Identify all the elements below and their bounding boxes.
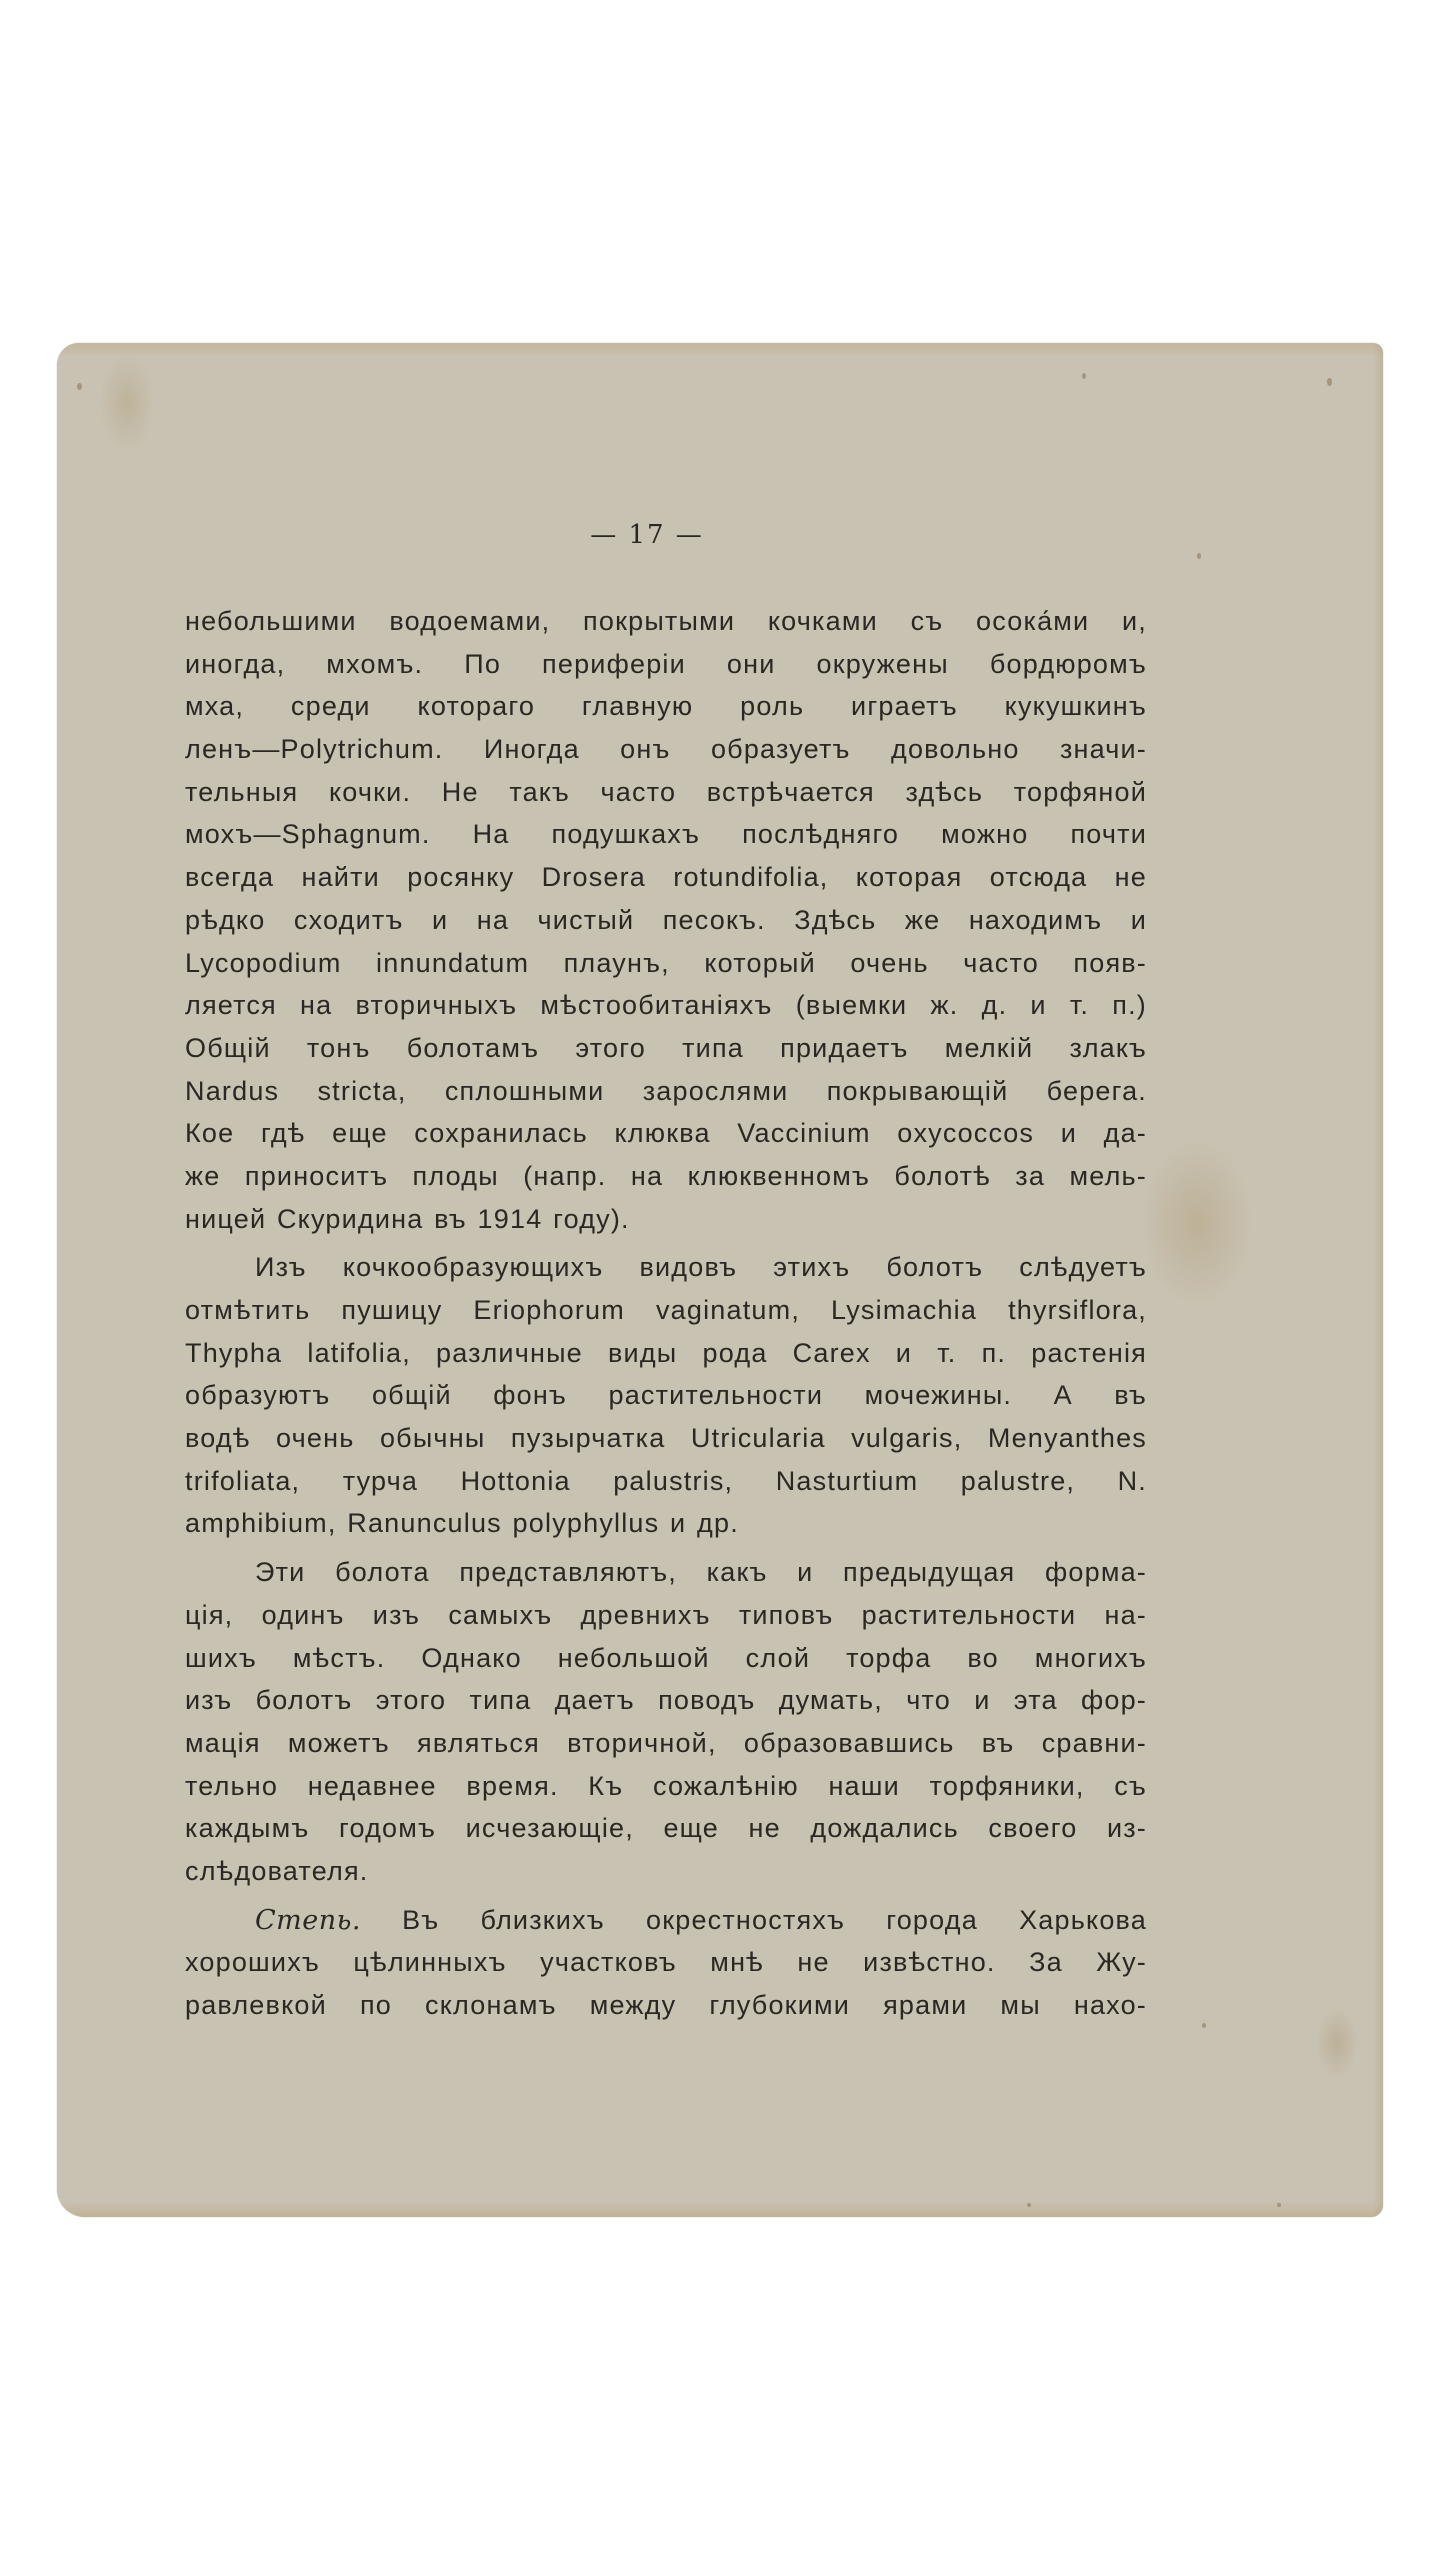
text-line: рѣдко сходитъ и на чистый песокъ. Здѣсь же находимъ и xyxy=(185,904,1147,935)
text-line: иногда, мхомъ. По периферіи они окружены бордюромъ xyxy=(185,648,1147,679)
text-line: Nardus stricta, сплошными зарослями покрывающій берега. xyxy=(185,1075,1147,1106)
text-line: шихъ мѣстъ. Однако небольшой слой торфа во многихъ xyxy=(185,1642,1147,1673)
text-line: trifoliata, турча Hottonia palustris, Nasturtium palustre, N. xyxy=(185,1465,1147,1496)
foxing-spot xyxy=(1197,553,1201,559)
foxing-spot xyxy=(1327,378,1332,386)
text-line: Общій тонъ болотамъ этого типа придаетъ мелкій злакъ xyxy=(185,1032,1147,1063)
text-line: слѣдователя. xyxy=(185,1855,369,1886)
text-line: всегда найти росянку Drosera rotundifolia, которая отсюда не xyxy=(185,862,1147,893)
text-line xyxy=(185,1899,1147,1942)
text-line: же приноситъ плоды (напр. на клюквенномъ болотѣ за мель- xyxy=(185,1160,1147,1191)
text-line: образуютъ общій фонъ растительности мочежины. А въ xyxy=(185,1380,1147,1411)
text-line: равлевкой по склонамъ между глубокими ярами мы нахо- xyxy=(185,1990,1147,2020)
paragraph-2 xyxy=(185,1246,1147,1545)
foxing-spot xyxy=(1277,2203,1281,2207)
text-line: отмѣтить пушицу Eriophorum vaginatum, Lysimachia thyrsiflora, xyxy=(185,1295,1147,1325)
text-line: хорошихъ цѣлинныхъ участковъ мнѣ не извѣстно. За Жу- xyxy=(185,1947,1147,1978)
paragraph-3 xyxy=(185,1551,1147,1893)
text-line: мха, среди котораго главную роль играетъ кукушкинъ xyxy=(185,691,1147,722)
text-line: ницей Скуридина въ 1914 году). xyxy=(185,1203,630,1234)
text-line: ляется на вторичныхъ мѣстообитаніяхъ (выемки ж. д. и т. п.) xyxy=(185,990,1147,1021)
text-line: ленъ—Polytrichum. Иногда онъ образуетъ довольно значи- xyxy=(185,734,1147,765)
text-line: мація можетъ являться вторичной, образовавшись въ сравни- xyxy=(185,1727,1147,1758)
text-line: ція, одинъ изъ самыхъ древнихъ типовъ растительности на- xyxy=(185,1599,1147,1630)
text-line: изъ болотъ этого типа даетъ поводъ думать, что и эта фор- xyxy=(185,1685,1147,1716)
section-lead-italic: Степь. xyxy=(255,1904,361,1936)
text-line: Thypha latifolia, различные виды рода Carex и т. п. растенія xyxy=(185,1337,1147,1368)
text-line: Кое гдѣ еще сохранилась клюква Vaccinium oxycoccos и да- xyxy=(185,1118,1147,1149)
text-line: мохъ—Sphagnum. На подушкахъ послѣдняго можно почти xyxy=(185,819,1147,850)
book-page xyxy=(57,343,1383,2217)
text-line: Эти болота представляютъ, какъ и предыдущая форма- xyxy=(255,1557,1147,1588)
text-line: каждымъ годомъ исчезающіе, еще не дождались своего из- xyxy=(185,1813,1147,1844)
text-line: Изъ кочкообразующихъ видовъ этихъ болотъ слѣдуетъ xyxy=(255,1252,1147,1283)
foxing-spot xyxy=(77,383,82,390)
paragraph-1 xyxy=(185,600,1147,1240)
text-line: водѣ очень обычны пузырчатка Utricularia vulgaris, Menyanthes xyxy=(185,1423,1147,1454)
text-line: Lycopodium innundatum плаунъ, который очень часто появ- xyxy=(185,947,1147,978)
text-line: тельно недавнее время. Къ сожалѣнію наши торфяники, съ xyxy=(185,1770,1147,1801)
text-line: amphibium, Ranunculus polyphyllus и др. xyxy=(185,1508,739,1539)
paragraph-4-steppe xyxy=(185,1899,1147,2027)
foxing-spot xyxy=(1202,2023,1206,2028)
foxing-spot xyxy=(1027,2203,1031,2207)
text-line-rest: Въ близкихъ окрестностяхъ города Харькова xyxy=(360,1904,1147,1935)
body-text xyxy=(185,600,1147,2033)
foxing-spot xyxy=(1082,373,1086,379)
text-line: тельныя кочки. Не такъ часто встрѣчается здѣсь торфяной xyxy=(185,776,1147,807)
text-line: небольшими водоемами, покрытыми кочками съ осока́ми и, xyxy=(185,606,1147,636)
page-number: — 17 — xyxy=(590,520,704,550)
